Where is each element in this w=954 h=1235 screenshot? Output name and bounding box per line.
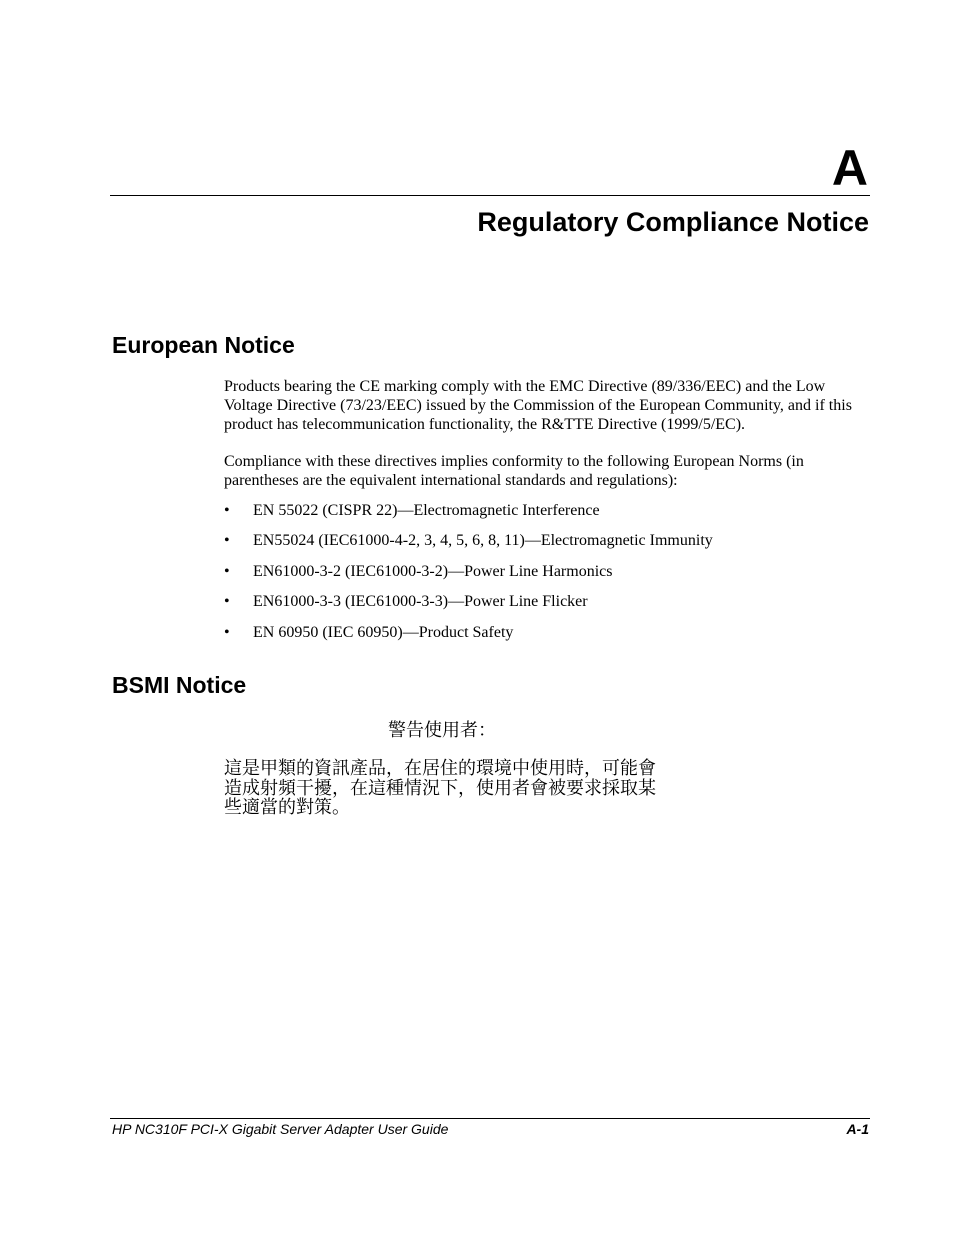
bullet-icon: • [224,562,230,580]
bullet-icon: • [224,502,230,519]
footer-document-title: HP NC310F PCI-X Gigabit Server Adapter User Guide [112,1121,449,1137]
bullet-icon: • [224,623,230,641]
list-item [224,592,874,622]
norm-text: EN 60950 (IEC 60950)—Product Safety [253,623,514,641]
footer-page-number: A-1 [846,1121,869,1137]
list-item [224,501,874,531]
list-item [224,531,874,561]
bsmi-warning-label: 警告使用者： [388,720,496,741]
bsmi-notice-heading: BSMI Notice [112,672,247,698]
list-item [224,562,874,592]
chapter-letter: A [831,140,868,196]
norm-text: EN61000-3-3 (IEC61000-3-3)—Power Line Flicker [253,593,588,611]
chapter-divider [110,195,870,196]
bullet-icon: • [224,532,230,550]
bsmi-warning-text: 這是甲類的資訊產品，在居住的環境中使用時，可能會造成射頻干擾，在這種情況下，使用者會被要求採取某些適當的對策。 [224,758,656,818]
footer-divider [110,1118,870,1119]
european-norms-intro: Compliance with these directives implies conformity to the following European Norms (in parentheses are the equivalent international standards and regulations): [224,453,804,489]
norm-text: EN55024 (IEC61000-4-2, 3, 4, 5, 6, 8, 11)—Electromagnetic Immunity [253,532,713,550]
norm-text: EN 55022 (CISPR 22)—Electromagnetic Interference [253,502,600,519]
norm-text: EN61000-3-2 (IEC61000-3-2)—Power Line Harmonics [253,562,613,580]
bullet-icon: • [224,593,230,611]
list-item [224,623,874,653]
european-norms-list [224,501,874,653]
chapter-title: Regulatory Compliance Notice [477,207,869,237]
european-notice-paragraph: Products bearing the CE marking comply with the EMC Directive (89/336/EEC) and the Low Voltage Directive (73/23/EEC) issued by the Commission of the European Community, and if this product has telecommunication functionality, the R&TTE Directive (1999/5/EC). [224,378,852,433]
european-notice-heading: European Notice [112,332,295,358]
